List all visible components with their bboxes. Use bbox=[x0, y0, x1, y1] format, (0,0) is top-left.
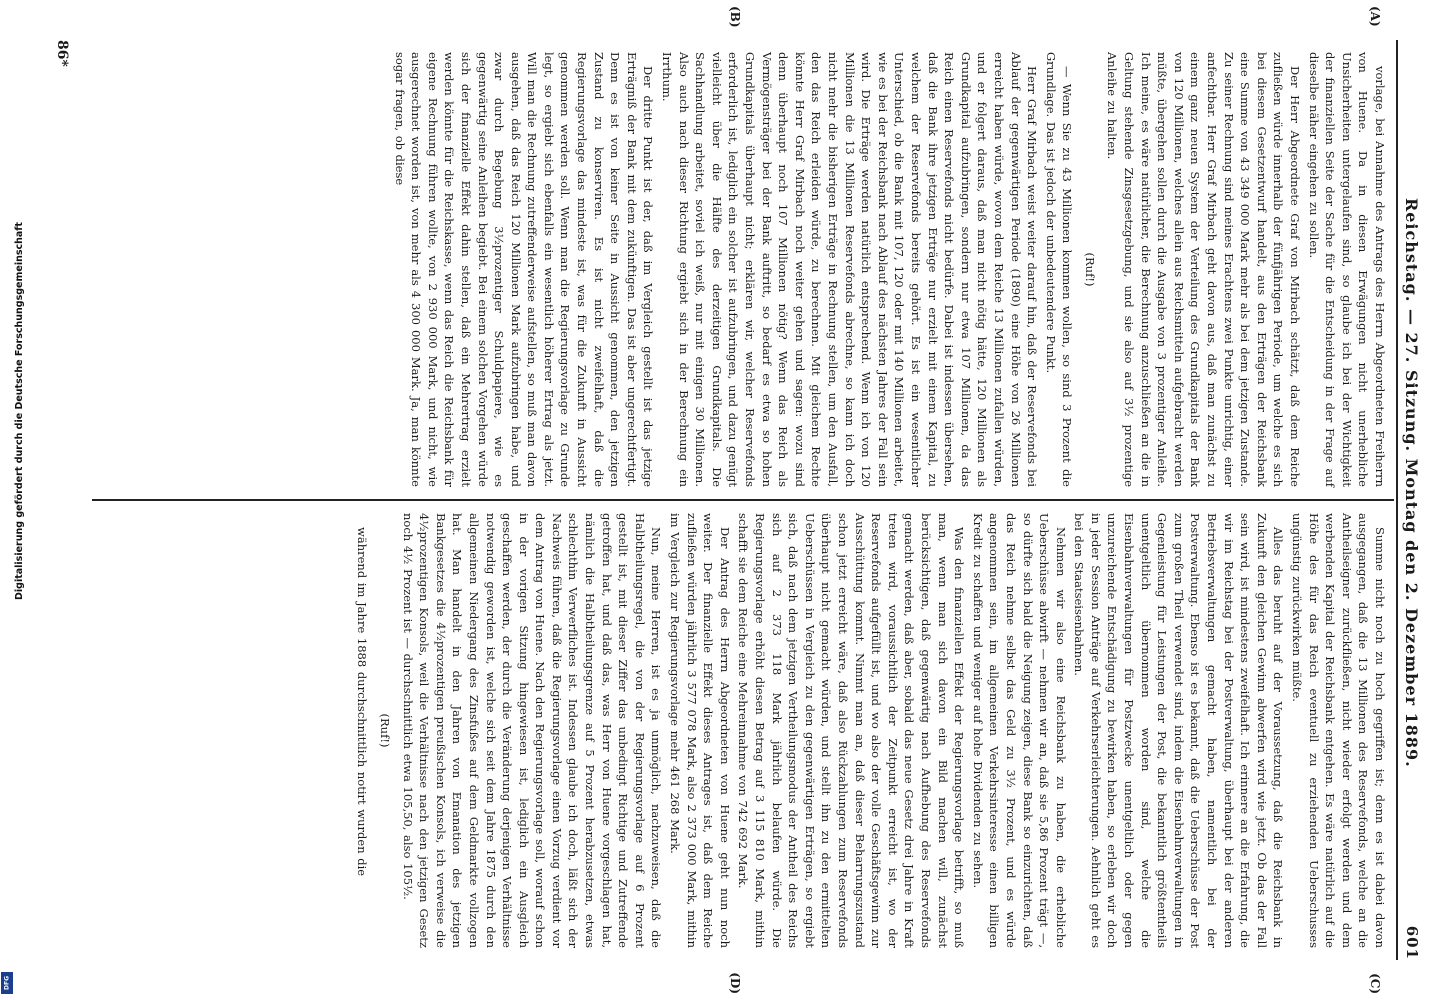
paragraph: während im Jahre 1888 durchschnittlich notirt wurden die bbox=[355, 527, 370, 877]
document-page bbox=[32, 0, 1432, 1000]
left-column bbox=[92, 40, 1388, 499]
page-title: Reichstag. — 27. Sitzung. Montag den 2. Dezember 1889. bbox=[1402, 197, 1422, 768]
paragraph: Herr Graf Mirbach weist weiter darauf hin, daß der Reservefonds bei Ablauf der gegenwärtigen Periode (1890) eine Höhe von 26 Millionen erreicht haben würde, wovon dem Reiche 13 Millionen zufallen würden, und er folgert daraus, daß man nicht nötig hätte, 120 Millionen als Grundkapital aufzubringen, sondern nur etwa 107 Millionen, da das Reich einen Reservefonds nicht bedürfe. Dabei ist indessen übersehen, daß die Bank ihre jetzigen Erträge nur erzielt mit einem Kapital, zu welchem der Reservefonds bereits gehört. Es ist ein wesentlicher Unterschied, ob die Bank mit 107, 120 oder mit 140 Millionen arbeitet, wie es bei der Reichsbank nach Ablauf des nächsten Jahres der Fall sein wird. Die Erträge werden natürlich entsprechend. Wenn ich von 120 Millionen die 13 Millionen Reservefonds abrechne, so kann ich doch nicht mehr die bisherigen Erträge in Rechnung stellen, um den Ausfall, den das Reich erleiden würde, zu berechnen. Mit gleichem Rechte könnte Herr Graf Mirbach noch weiter gehen und sagen: wozu sind denn überhaupt noch 107 Millionen nötig? Wenn das Reich als Vermögensträger bei der Bank auftritt, so bedarf es etwa so hohen Grundkapitals überhaupt nicht; erklären wir, welcher Reservefonds erforderlich ist, lediglich ein solcher ist aufzubringen, und dazu genügt vielleicht über die Hälfte des derzeitigen Grundkapitals. Die Sachhandlung arbeitet, soviel ich weiß, nur mit einigen 30 Millionen. Also auch nach dieser Richtung ergiebt sich in der Berechnung ein Irrthum. bbox=[660, 52, 1040, 487]
paragraph: — Wenn Sie zu 43 Millionen kommen wollen, so sind 3 Prozent die Grundlage. Das ist jedoch der unbedeutendere Punkt. bbox=[1043, 52, 1075, 487]
margin-marker-a: (A) bbox=[1368, 6, 1382, 27]
paragraph: Nehmen wir also eine Reichsbank zu haben, die erhebliche Ueberschüsse abwirft — nehmen wir an, daß sie 5,86 Prozent trägt —, so dürfte sich bald die Neigung zeigen, diese Bank so einzurichten, daß das Reich nehme selbst das Geld zu 3½ Prozent, und es würde angenommen sein, im allgemeinen Verkehrsinteresse einen billigen Kredit zu schaffen und weniger auf hohe Dividenden zu sehen. bbox=[970, 513, 1068, 948]
paragraph: Der dritte Punkt ist der, daß im Vergleich gestellt ist das jetzige Erträgniß der Bank mit dem zukünftigen. Das ist aber ungerechtfertigt. Denn es ist von keiner Seite in Aussicht genommen, den jetzigen Zustand zu konserviren. Es ist nicht zweifelhaft, daß die Regierungsvorlage das mindeste ist, was für die Zukunft in Aussicht genommen werden soll. Wenn man die Regierungsvorlage zu Grunde legt, so ergiebt sich ebenfalls ein wesentlich höherer Ertrag als jetzt. Will man die Rechnung zutreffenderweise aufstellen, so muß man davon ausgehen, daß das Reich 120 Millionen Mark aufzubringen habe, und zwar durch Begebung 3½prozentiger Schuldpapiere, wie es gegenwärtig seine Anleihen begiebt. Bei einem solchen Vorgehen würde sich der finanzielle Effekt dahin stellen, daß ein Mehrertrag erzielt werden könnte für die Reichskasse, wenn das Reich die Reichsbank für eigene Rechnung führen wollte, von 2 930 000 Mark, und nicht, wie ausgerechnet worden ist, von mehr als 4 300 000 Mark. Ja, man könnte sogar fragen, ob diese bbox=[392, 52, 656, 487]
page-number: 601 bbox=[1403, 925, 1421, 960]
margin-marker-c: (C) bbox=[1368, 973, 1382, 994]
attribution-strip bbox=[0, 0, 25, 1000]
right-column bbox=[92, 501, 1388, 960]
interjection: (Ruf!) bbox=[1082, 252, 1097, 287]
paragraph: Was den finanziellen Effekt der Regierungsvorlage betrifft, so muß man, wenn man sich davon ein Bild machen will, zunächst berücksichtigen, daß gegenwärtig nach Aufhebung des Reservefonds gemacht werden, daß aber, sobald das neue Gesetz drei Jahre in Kraft treten wird, voraussichtlich der Zeitpunkt erreicht ist, wo der Reservefonds aufgefüllt ist, und wo also der volle Geschäftsgewinn zur Ausschüttung kommt. Nimmt man an, daß dieser Beharrungszustand schon jetzt erreicht wäre, daß also Rückzahlungen zum Reservefonds überhaupt nicht gemacht würden, und stellt ihn zu den ermittelten Ueberschüssen in Vergleich zu den gegenwärtigen Erträgen, so ergiebt sich, daß nach dem jetzigen Vertheilungsmodus der Antheil des Reichs sich auf 2 373 118 Mark jährlich belaufen würde. Die Regierungsvorlage erhöht diesen Betrag auf 3 115 810 Mark, mithin schafft sie dem Reiche eine Mehreinnahme von 742 692 Mark. bbox=[736, 513, 967, 948]
paragraph: Alles das beruht auf der Voraussetzung, daß die Reichsbank in Zukunft den gleichen Gewinn abwerfen wird wie jetzt. Ob das der Fall sein wird, ist mindestens zweifelhaft. Ich erinnere an die Erfahrung, die wir im Reichstag bei der Postverwaltung, überhaupt bei der anderen Betriebsverwaltungen gemacht haben, namentlich bei der Postverwaltung. Ebenso ist es bekannt, daß die Ueberschüsse der Post zum großen Theil verwendet sind, indem die Eisenbahnverwaltungen in Gegenleistung für Leistungen der Post, die bekanntlich größtentheils unentgeltlich übernommen worden sind, welche die Eisenbahnverwaltungen für Postzwecke unentgeltlich oder gegen unzureichende Entschädigung zu bewirken haben, so erleben wir doch in jeder Session Anträge auf Verkehrserleichterungen. Aehnlich geht es bei den Staatseisenbahnen. bbox=[1072, 513, 1286, 948]
interjection: (Ruf!) bbox=[377, 713, 392, 748]
signature-mark: 86* bbox=[54, 40, 70, 67]
dfg-logo: DFG bbox=[1, 972, 13, 994]
paragraph: Nun, meine Herren, ist es ja unmöglich, nachzuweisen, daß die Halbtheilungsregel, die von der Regierungsvorlage auf 6 Prozent gestellt ist, mit dieser Ziffer das unbedingt Richtige und Zutreffende getroffen hat, und daß das, was Herr von Huene vorgeschlagen hat, nämlich die Halbtheilungsgrenze auf 5 Prozent herabzusetzen, etwas schlechthin Verwerfliches ist. Indessen glaube ich doch, läßt sich der Nachweis führen, daß die Regierungsvorlage einen Vorzug verdient vor dem Antrag von Huene. Nach den Regierungsvorlage soll, worauf schon in der vorigen Sitzung hingewiesen ist, lediglich ein Ausgleich geschaffen werden, der durch die Veränderung derjenigen Verhältnisse notwendig geworden ist, welche sich seit dem Jahre 1875 durch den allgemeinen Niedergang des Zinsfußes auf dem Geldmarkte vollzogen hat. Man handelt in den Jahren von Emanation des jetzigen Bankgesetzes die 4½prozentigen preußischen Konsols, ich verweise die 4½prozentigen Konsols, weil die Verhältnisse nach den jetzigen Gesetz noch 4½ Prozent ist — durchschnittlich etwa 105,50, also 105½. bbox=[400, 513, 664, 948]
page-header bbox=[1396, 40, 1426, 960]
margin-marker-b: (B) bbox=[728, 6, 742, 28]
paragraph: Summe nicht noch zu hoch gegriffen ist; denn es ist dabei davon ausgegangen, daß die 13 Millionen des Reservefonds, welche an die Antheilseigner zurückfließen, nicht wieder erfolgt werden und dem werbenden Kapital der Reichsbank entgehen. Es wäre natürlich auf die Höhe des für das Reich eventuell zu erziehenden Ueberschusses ungünstig zurückwirken müßte. bbox=[1290, 513, 1387, 948]
paragraph: Der Herr Abgeordnete Graf von Mirbach schätzt, daß dem Reiche zufließen würde innerhalb der fünfjährigen Periode, um welche es sich bei diesem Gesetzentwurf handelt, aus den Erträgen der Reichsbank eine Summe von 43 349 000 Mark mehr als bei dem jetzigen Zustande. Zu seiner Rechnung sind meines Erachtens zwei Punkte unrichtig, einer anfechtbar. Herr Graf Mirbach geht davon aus, daß man zunächst zu einem ganz neuen System der Verteilung des Grundkapitals der Bank von 120 Millionen, welches allein aus Reichsmitteln aufgebracht werden müßte, übergehen sollen durch die Ausgabe von 3 prozentiger Anleihe. Ich meine, es wäre natürlicher, die Berechnung anzuschließen an die in Geltung stehende Zinsgesetzgebung, und sie also auf 3½ prozentige Anleihe zu halten. bbox=[1105, 52, 1303, 487]
text-columns bbox=[92, 40, 1388, 960]
paragraph: vorlage, bei Annahme des Antrags des Herrn Abgeordneten Freiherrn von Huene. Da in diesen Erwägungen nicht unerhebliche Unsicherheiten untergelaufen sind, so glaube ich bei der Wichtigkeit der finanziellen Seite der Sache für die Entscheidung in der Frage auf dieselbe näher eingehen zu sollen. bbox=[1306, 52, 1387, 487]
margin-marker-d: (D) bbox=[728, 972, 742, 994]
attribution-text: Digitalisierung gefördert durch die Deutsche Forschungsgemeinschaft bbox=[14, 222, 25, 600]
paragraph: Der Antrag des Herrn Abgeordneten von Huene geht nun noch weiter. Der finanzielle Effekt dieses Antrages ist, daß dem Reiche zufließen würden jährlich 3 577 078 Mark, also 2 373 000 Mark, mithin im Vergleich zur Regierungsvorlage mehr 461 268 Mark. bbox=[668, 513, 732, 948]
